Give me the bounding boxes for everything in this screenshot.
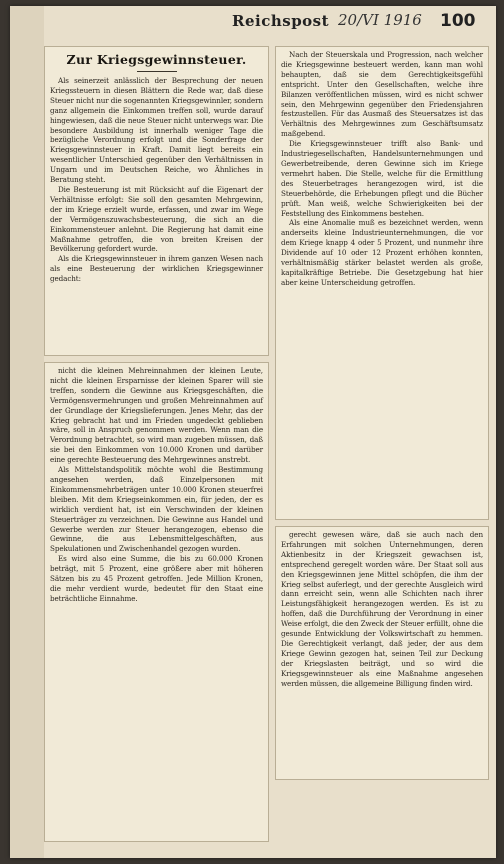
article-paragraph: nicht die kleinen Mehreinnahmen der kleinen Leute, nicht die kleinen Ersparnisse der kleinen Sparer will sie treffen, sondern die Gewinne aus Kriegsgeschäften, die Vermögensvermehrungen und großen Mehreinnahmen auf der Grundlage der Kriegslieferungen. Jenes Mehr, das der Krieg gebracht hat und im Frieden ungedeckt geblieben wäre, soll in Anspruch genommen werden. Wenn man die Verordnung betrachtet, so wird man zugeben müssen, daß sie bei den Einkommen von 10.000 Kronen und darüber eine gerechte Besteuerung des Mehrgewinnes anstrebt. [50, 366, 263, 465]
article-paragraph: gerecht gewesen wäre, daß sie auch nach den Erfahrungen mit solchen Unternehmungen, deren Aktienbesitz in der Kriegszeit gewachsen ist, entsprechend geregelt worden wäre. Der Staat soll aus den Kriegsgewinnen jene Mittel schöpfen, die ihm der Krieg selbst auferlegt, und der gerechte Ausgleich wird dann erreicht sein, wenn alle Schichten nach ihrer Leistungsfähigkeit herangezogen werden. Es ist zu hoffen, daß die Durchführung der Verordnung in einer Weise erfolgt, die den Zweck der Steuer erfüllt, ohne die gesunde Entwicklung der Volkswirtschaft zu hemmen. Die Gerechtigkeit verlangt, daß jeder, der aus dem Kriege Gewinn gezogen hat, seinen Teil zur Deckung der Kriegslasten beiträgt, und so wird die Kriegsgewinnsteuer als eine Maßnahme angesehen werden müssen, die allgemeine Billigung finden wird. [281, 530, 483, 688]
source-stamp: Reichspost [232, 12, 330, 30]
title-rule [137, 71, 177, 72]
sheet-margin [10, 6, 44, 858]
article-paragraph: Als eine Anomalie muß es bezeichnet werden, wenn anderseits kleine Industrieunternehmungen, die vor dem Kriege knapp 4 oder 5 Prozent, und nunmehr ihre Dividende auf 10 oder 12 Prozent erhöhen konnten, verhältnismäßig stärker belastet werden als große, kapitalkräftige Betriebe. Die Gesetzgebung hat hier aber keine Unterscheidung getroffen. [281, 218, 483, 287]
article-paragraph: Nach der Steuerskala und Progression, nach welcher die Kriegsgewinne besteuert werden, kann man wohl behaupten, daß sie dem Gerechtigkeitsgefühl entspricht. Unter den Gesellschaften, welche ihre Bilanzen veröffentlichen müssen, wird es nicht schwer sein, den Mehrgewinn gegenüber den Friedensjahren festzustellen. Für das Ausmaß des Steuersatzes ist das Verhältnis des Mehrgewinnes zum Geschäftsumsatz maßgebend. [281, 50, 483, 139]
article-title: Zur Kriegsgewinnsteuer. [66, 52, 247, 67]
article-paragraph: Die Kriegsgewinnsteuer trifft also Bank- und Industriegesellschaften, Handelsunternehmungen und Gewerbetreibende, deren Gewinne sich im Kriege vermehrt haben. Die Stelle, welche für die Ermittlung des Steuerbetrages herangezogen wird, ist die Steuerbehörde, die Erhebungen pflegt und die Bücher prüft. Man weiß, welche Schwierigkeiten bei der Feststellung des Einkommens bestehen. [281, 139, 483, 218]
handwritten-date: 20/VI 1916 [338, 11, 422, 29]
article-paragraph: Es wird also eine Summe, die bis zu 60.000 Kronen beträgt, mit 5 Prozent, eine größere aber mit höheren Sätzen bis zu 45 Prozent getroffen. Jede Million Kronen, die mehr verdient wurde, bedeutet für den Staat eine beträchtliche Einnahme. [50, 554, 263, 603]
clipping-sheet [10, 6, 496, 858]
article-paragraph: Als Mittelstandspolitik möchte wohl die Bestimmung angesehen werden, daß Einzelpersonen mit Einkommensmehrbeträgen unter 10.000 Kronen steuerfrei bleiben. Mit dem Kriegseinkommen ein, für jeden, der es wirklich verdient hat, ist ein Verschwinden der kleinen Steuerträger zu verzeichnen. Die Gewinne aus Handel und Gewerbe werden zur Steuer herangezogen, ebenso die Gewinne, die aus Lebensmittelgeschäften, aus Spekulationen und Zwischenhandel gezogen wurden. [50, 465, 263, 554]
article-clipping-bottom-right [275, 526, 489, 780]
article-paragraph: Als die Kriegsgewinnsteuer in ihrem ganzen Wesen nach als eine Besteuerung der wirklichen Kriegsgewinner gedacht: [50, 254, 263, 284]
article-clipping-top-right [275, 46, 489, 520]
article-clipping-top-left [44, 46, 269, 356]
article-paragraph: Als seinerzeit anlässlich der Besprechung der neuen Kriegssteuern in diesen Blättern die Rede war, daß diese Steuer nicht nur die sogenannten Kriegsgewinnler, sondern ganz allgemein die Einkommen treffen soll, wurde darauf hingewiesen, daß die neue Steuer nicht unterwegs war. Die besondere Ausbildung ist innerhalb weniger Tage die bezügliche Verordnung erfolgt und die Sonderfrage der Kriegsgewinnsteuer in Kraft. Damit liegt bereits ein wesentlicher Unterschied gegenüber den Verhältnissen in Ungarn und im Deutschen Reiche, wo Ähnliches in Beratung steht. [50, 76, 263, 185]
page-number: 100 [440, 11, 476, 31]
article-clipping-bottom-left [44, 362, 269, 842]
page-header [10, 6, 496, 46]
article-paragraph: Die Besteuerung ist mit Rücksicht auf die Eigenart der Verhältnisse erfolgt: Sie soll den gesamten Mehrgewinn, der im Kriege erzielt wurde, erfassen, und zwar im Wege der Vermögenszuwachsbesteuerung, die sich an die Einkommensteuer anlehnt. Die Regierung hat damit eine Maßnahme getroffen, die von breiten Kreisen der Bevölkerung gefordert wurde. [50, 184, 263, 254]
